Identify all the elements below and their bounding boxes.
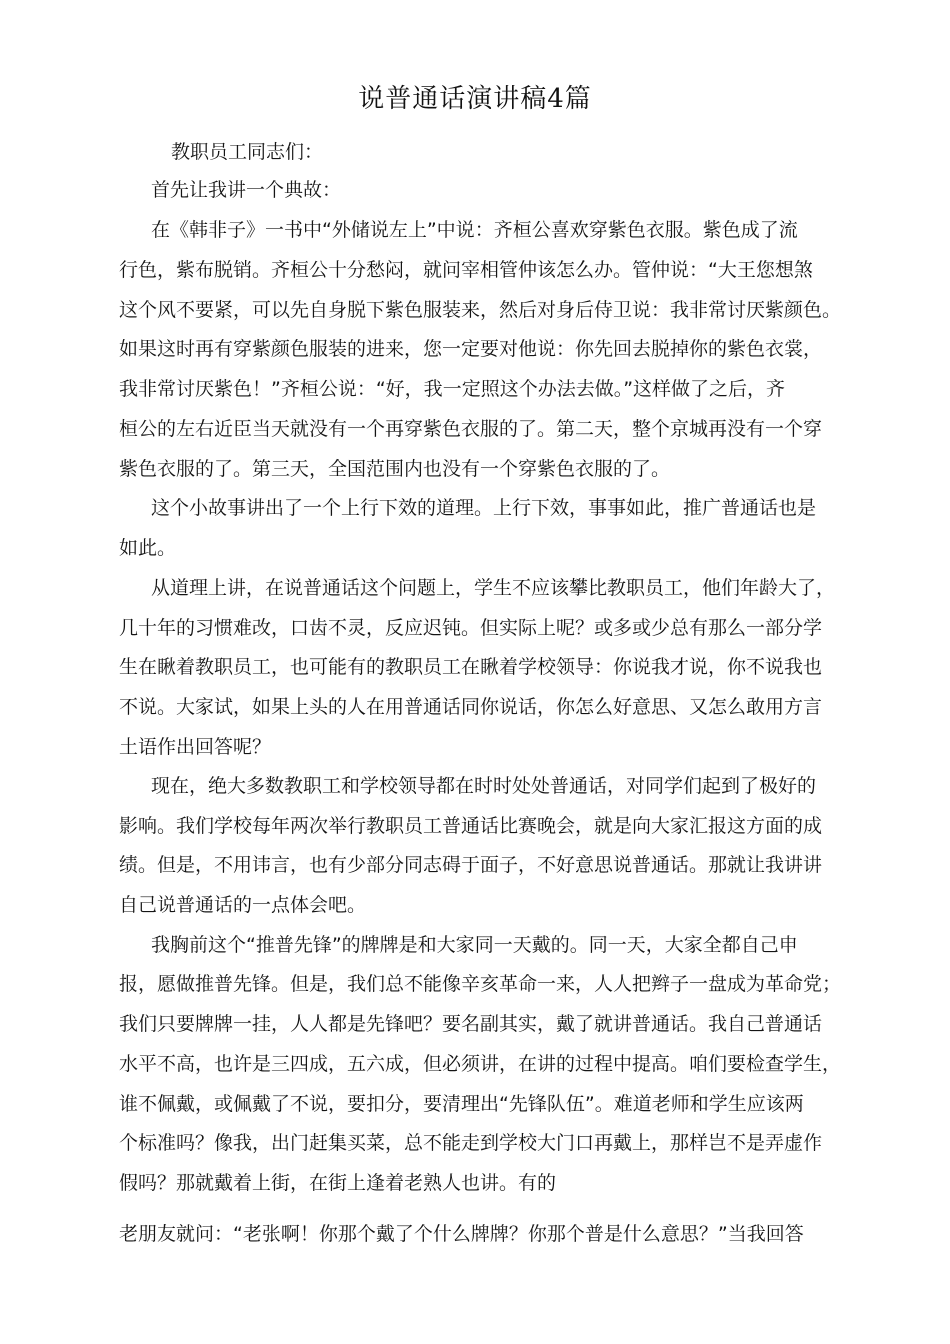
body-line: 几十年的习惯难改，口齿不灵，反应迟钝。但实际上呢？或多或少总有那么一部分学	[119, 617, 823, 639]
body-line: 紫色衣服的了。第三天，全国范围内也没有一个穿紫色衣服的了。	[119, 458, 671, 480]
body-line: 如此。	[119, 537, 177, 559]
body-line: 水平不高，也许是三四成，五六成，但必须讲，在讲的过程中提高。咱们要检查学生，	[119, 1053, 842, 1075]
body-line: 我非常讨厌紫色！”齐桓公说：“好，我一定照这个办法去做。”这样做了之后，齐	[119, 378, 786, 400]
body-line: 这个风不要紧，可以先自身脱下紫色服装来，然后对身后侍卫说：我非常讨厌紫颜色。	[119, 299, 842, 321]
body-line: 个标准吗？像我，出门赶集买菜，总不能走到学校大门口再戴上，那样岂不是弄虚作	[119, 1132, 823, 1154]
body-line: 如果这时再有穿紫颜色服装的进来，您一定要对他说：你先回去脱掉你的紫色衣裳，	[119, 338, 823, 360]
body-line: 不说。大家试，如果上头的人在用普通话同你说话，你怎么好意思、又怎么敢用方言	[119, 696, 823, 718]
body-line: 谁不佩戴，或佩戴了不说，要扣分，要清理出“先锋队伍”。难道老师和学生应该两	[119, 1093, 804, 1115]
body-line: 首先让我讲一个典故：	[151, 179, 342, 201]
body-line: 土语作出回答呢？	[119, 736, 272, 758]
body-line: 我们只要牌牌一挂，人人都是先锋吧？要名副其实，戴了就讲普通话。我自己普通话	[119, 1013, 823, 1035]
body-line: 生在瞅着教职员工，也可能有的教职员工在瞅着学校领导：你说我才说，你不说我也	[119, 656, 823, 678]
salutation: 教职员工同志们：	[171, 141, 324, 163]
body-line: 现在，绝大多数教职工和学校领导都在时时处处普通话，对同学们起到了极好的	[151, 775, 817, 797]
body-line: 自己说普通话的一点体会吧。	[119, 894, 367, 916]
body-line: 影响。我们学校每年两次举行教职员工普通话比赛晚会，就是向大家汇报这方面的成	[119, 815, 823, 837]
document-title: 说普通话演讲稿4篇	[358, 84, 592, 114]
body-line: 假吗？那就戴着上街，在街上逢着老熟人也讲。有的	[119, 1172, 557, 1194]
body-line: 桓公的左右近臣当天就没有一个再穿紫色衣服的了。第二天，整个京城再没有一个穿	[119, 418, 823, 440]
body-line: 在《韩非子》一书中“外储说左上”中说：齐桓公喜欢穿紫色衣服。紫色成了流	[151, 219, 798, 241]
body-line: 老朋友就问：“老张啊！你那个戴了个什么牌牌？你那个普是什么意思？”当我回答	[119, 1223, 804, 1245]
body-line: 绩。但是，不用讳言，也有少部分同志碍于面子，不好意思说普通话。那就让我讲讲	[119, 854, 823, 876]
body-line: 从道理上讲，在说普通话这个问题上，学生不应该攀比教职员工，他们年龄大了，	[151, 577, 836, 599]
body-line: 这个小故事讲出了一个上行下效的道理。上行下效，事事如此，推广普通话也是	[151, 497, 817, 519]
body-line: 我胸前这个“推普先锋”的牌牌是和大家同一天戴的。同一天，大家全都自己申	[151, 934, 798, 956]
body-line: 行色，紫布脱销。齐桓公十分愁闷，就问宰相管仲该怎么办。管仲说：“大王您想煞	[119, 259, 813, 281]
body-line: 报，愿做推普先锋。但是，我们总不能像辛亥革命一来，人人把辫子一盘成为革命党；	[119, 973, 842, 995]
